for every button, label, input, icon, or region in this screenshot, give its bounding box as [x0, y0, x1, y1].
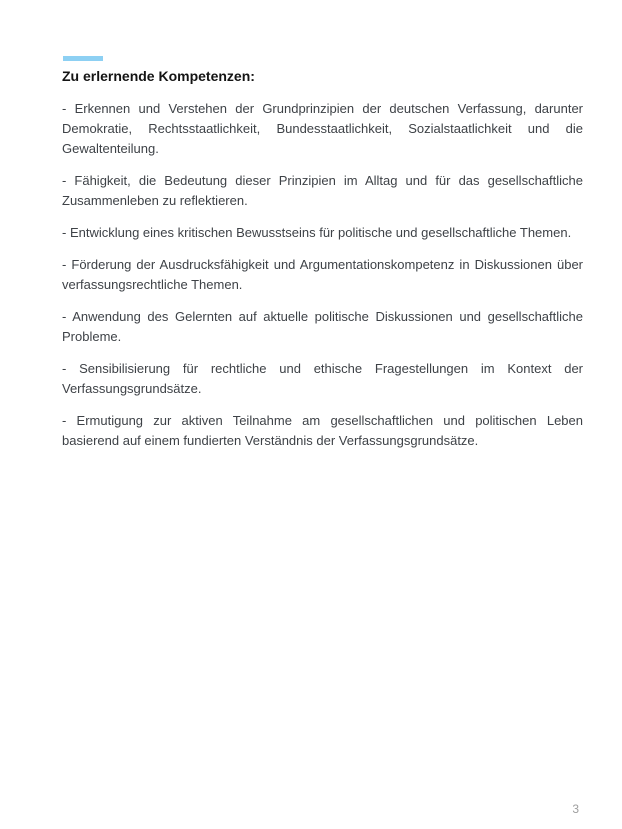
page-number: 3	[572, 802, 579, 816]
page-content	[62, 56, 583, 451]
competency-item-7: - Ermutigung zur aktiven Teilnahme am gesellschaftlichen und politischen Leben basierend auf einem fundierten Verständnis der Verfassungsgrundsätze.	[62, 413, 583, 448]
competency-item-6: - Sensibilisierung für rechtliche und ethische Fragestellungen im Kontext der Verfassungsgrundsätze.	[62, 361, 583, 396]
competency-item-1: - Erkennen und Verstehen der Grundprinzipien der deutschen Verfassung, darunter Demokratie, Rechtsstaatlichkeit, Bundesstaatlichkeit, Sozialstaatlichkeit und die Gewaltenteilung.	[62, 101, 583, 156]
competency-item-2: - Fähigkeit, die Bedeutung dieser Prinzipien im Alltag und für das gesellschaftliche Zusammenleben zu reflektieren.	[62, 173, 583, 208]
accent-bar	[63, 56, 103, 61]
competency-item-3: - Entwicklung eines kritischen Bewusstseins für politische und gesellschaftliche Themen.	[62, 225, 572, 240]
competency-item-4: - Förderung der Ausdrucksfähigkeit und Argumentationskompetenz in Diskussionen über verfassungsrechtliche Themen.	[62, 257, 583, 292]
section-heading: Zu erlernende Kompetenzen:	[62, 68, 255, 84]
competency-item-5: - Anwendung des Gelernten auf aktuelle politische Diskussionen und gesellschaftliche Probleme.	[62, 309, 583, 344]
